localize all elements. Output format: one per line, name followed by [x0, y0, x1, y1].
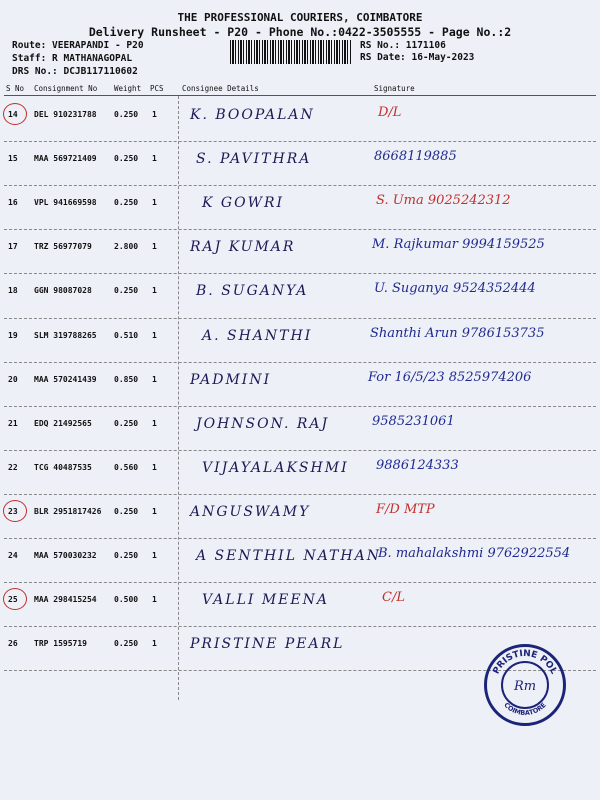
row-consignee: JOHNSON. RAJ	[196, 416, 330, 432]
runsheet-subtitle: Delivery Runsheet - P20 - Phone No.:0422-3505555 - Page No.:2	[88, 25, 512, 39]
row-divider	[4, 229, 596, 230]
row-signature: U. Suganya 9524352444	[374, 281, 536, 296]
row-sno: 26	[8, 639, 18, 648]
row-consignment: MAA 298415254	[34, 595, 97, 604]
sno-circle-mark	[3, 103, 27, 125]
row-weight: 0.250	[114, 110, 139, 119]
staff-label: Staff: R MATHANAGOPAL	[12, 53, 133, 64]
row-consignee: S. PAVITHRA	[196, 151, 312, 167]
row-sno: 19	[8, 331, 18, 340]
row-weight: 0.250	[114, 286, 139, 295]
row-sno: 25	[8, 595, 18, 604]
column-pcs: PCS	[150, 84, 164, 93]
row-pcs: 1	[152, 375, 157, 384]
column-weight: Weight	[114, 84, 142, 93]
row-weight: 0.250	[114, 198, 139, 207]
row-consignment: MAA 570241439	[34, 375, 97, 384]
row-signature: 9585231061	[372, 414, 455, 429]
column-sno: S No	[6, 84, 25, 93]
row-weight: 0.500	[114, 595, 139, 604]
row-divider	[4, 318, 596, 319]
column-consignment: Consignment No	[34, 84, 98, 93]
row-weight: 0.850	[114, 375, 139, 384]
row-consignee: K GOWRI	[202, 195, 285, 211]
row-signature: B. mahalakshmi 9762922554	[378, 546, 571, 561]
row-pcs: 1	[152, 110, 157, 119]
row-consignment: TRZ 56977079	[34, 242, 92, 251]
row-consignee: VALLI MEENA	[202, 592, 329, 608]
row-consignee: VIJAYALAKSHMI	[202, 460, 349, 476]
row-pcs: 1	[152, 595, 157, 604]
stamp-inner-ring	[501, 661, 549, 709]
row-consignee: B. SUGANYA	[196, 283, 309, 299]
svg-text:Rm: Rm	[513, 679, 537, 694]
row-consignee: K. BOOPALAN	[190, 107, 315, 123]
row-consignee: PADMINI	[190, 372, 272, 388]
row-consignee: PRISTINE PEARL	[190, 636, 345, 652]
row-consignment: BLR 2951817426	[34, 507, 102, 516]
company-stamp	[484, 644, 566, 726]
row-signature: Shanthi Arun 9786153735	[370, 326, 545, 341]
row-weight: 0.250	[114, 551, 139, 560]
row-pcs: 1	[152, 286, 157, 295]
column-divider	[178, 96, 179, 700]
row-sno: 23	[8, 507, 18, 516]
row-consignment: TCG 40487535	[34, 463, 92, 472]
column-consignee: Consignee Details	[182, 84, 259, 93]
row-divider	[4, 141, 596, 142]
row-divider	[4, 626, 596, 627]
row-signature: 9886124333	[376, 458, 459, 473]
row-divider	[4, 406, 596, 407]
row-signature: C/L	[382, 590, 405, 605]
row-consignment: DEL 910231788	[34, 110, 97, 119]
row-pcs: 1	[152, 419, 157, 428]
row-consignment: TRP 1595719	[34, 639, 87, 648]
row-consignee: RAJ KUMAR	[190, 239, 296, 255]
row-consignee: A SENTHIL NATHAN	[196, 548, 381, 564]
row-weight: 0.250	[114, 639, 139, 648]
row-sno: 20	[8, 375, 18, 384]
row-sno: 16	[8, 198, 18, 207]
row-sno: 24	[8, 551, 18, 560]
row-divider	[4, 362, 596, 363]
row-divider	[4, 494, 596, 495]
runsheet-title: THE PROFESSIONAL COURIERS, COIMBATORE	[177, 11, 423, 24]
row-divider	[4, 273, 596, 274]
row-weight: 0.510	[114, 331, 139, 340]
row-pcs: 1	[152, 242, 157, 251]
row-pcs: 1	[152, 551, 157, 560]
row-divider	[4, 185, 596, 186]
svg-text:COIMBATORE: COIMBATORE	[502, 701, 548, 718]
row-sno: 15	[8, 154, 18, 163]
row-pcs: 1	[152, 331, 157, 340]
row-divider	[4, 450, 596, 451]
row-divider	[4, 538, 596, 539]
row-consignment: SLM 319788265	[34, 331, 97, 340]
rs-date: RS Date: 16-May-2023	[360, 52, 475, 63]
column-signature: Signature	[374, 84, 415, 93]
row-consignment: GGN 98087028	[34, 286, 92, 295]
header-divider	[4, 95, 596, 96]
row-pcs: 1	[152, 507, 157, 516]
row-divider	[4, 582, 596, 583]
drs-number: DRS No.: DCJB117110602	[12, 66, 138, 77]
row-weight: 0.250	[114, 419, 139, 428]
row-weight: 0.560	[114, 463, 139, 472]
row-weight: 0.250	[114, 154, 139, 163]
row-sno: 21	[8, 419, 18, 428]
row-weight: 0.250	[114, 507, 139, 516]
row-pcs: 1	[152, 154, 157, 163]
row-sno: 17	[8, 242, 18, 251]
row-signature: 8668119885	[374, 149, 457, 164]
row-consignee: ANGUSWAMY	[190, 504, 311, 520]
row-weight: 2.800	[114, 242, 139, 251]
rs-number: RS No.: 1171106	[360, 40, 446, 51]
barcode	[230, 40, 352, 64]
sno-circle-mark	[3, 500, 27, 522]
row-consignee: A. SHANTHI	[202, 328, 313, 344]
row-signature: M. Rajkumar 9994159525	[372, 237, 545, 252]
route-label: Route: VEERAPANDI - P20	[12, 40, 144, 51]
row-signature: For 16/5/23 8525974206	[368, 370, 532, 385]
row-sno: 14	[8, 110, 18, 119]
sno-circle-mark	[3, 588, 27, 610]
row-consignment: EDQ 21492565	[34, 419, 92, 428]
row-pcs: 1	[152, 463, 157, 472]
row-signature: D/L	[378, 105, 402, 120]
row-sno: 22	[8, 463, 18, 472]
row-consignment: MAA 570030232	[34, 551, 97, 560]
svg-text:PRISTINE POL: PRISTINE POL	[491, 648, 559, 676]
row-pcs: 1	[152, 198, 157, 207]
row-signature: S. Uma 9025242312	[376, 193, 511, 208]
row-consignment: VPL 941669598	[34, 198, 97, 207]
row-pcs: 1	[152, 639, 157, 648]
row-sno: 18	[8, 286, 18, 295]
row-signature: F/D MTP	[376, 502, 435, 517]
row-consignment: MAA 569721409	[34, 154, 97, 163]
